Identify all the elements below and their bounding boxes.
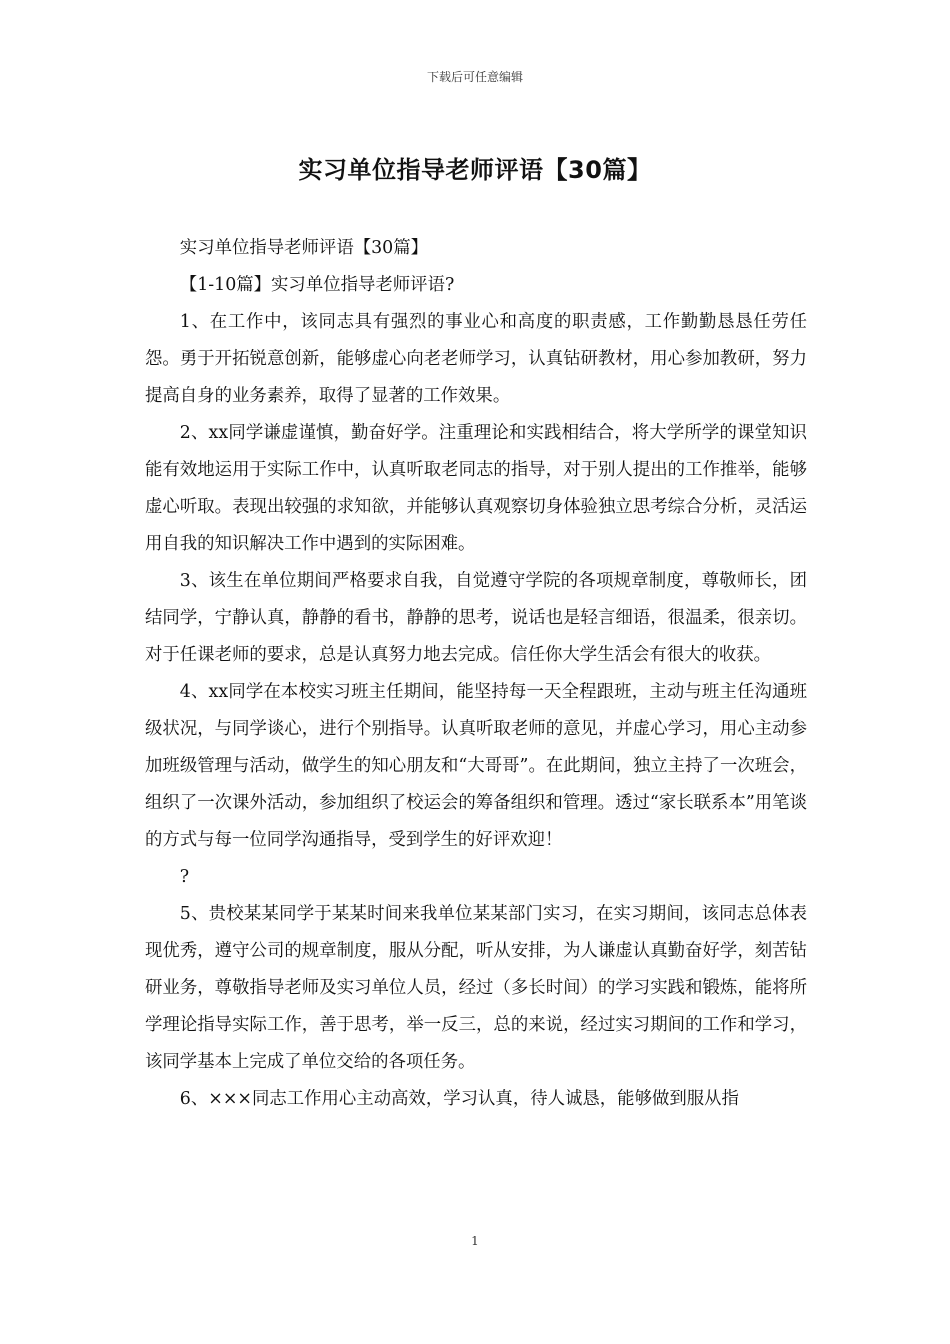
paragraph: 6、×××同志工作用心主动高效，学习认真，待人诚恳，能够做到服从指 — [179, 1089, 739, 1109]
paragraph: 5、贵校某某同学于某某时间来我单位某某部门实习，在实习期间，该同志总体表现优秀，遵守公司的规章制度，服从分配，听从安排，为人谦虚认真勤奋好学，刻苦钻研业务，尊敬指导老师及实习单位人员，经过（多长时间）的学习实践和锻炼，能将所学理论指导实际工作，善于思考，举一反三，总的来说，经过实习期间的工作和学习，该同学基本上完成了单位交给的各项任务。 — [145, 904, 807, 1072]
header-note: 下载后可任意编辑 — [426, 70, 523, 84]
paragraph: ? — [179, 867, 190, 887]
paragraph: 1、在工作中，该同志具有强烈的事业心和高度的职责感，工作勤勤恳恳任劳任怨。勇于开拓锐意创新，能够虚心向老老师学习，认真钻研教材，用心参加教研，努力提高自身的业务素养，取得了显著的工作效果。 — [145, 312, 807, 406]
paragraph: 【1-10篇】实习单位指导老师评语? — [179, 275, 455, 295]
document-title: 实习单位指导老师评语【30篇】 — [298, 156, 652, 184]
page-number: 1 — [471, 1234, 479, 1248]
paragraph: 3、该生在单位期间严格要求自我，自觉遵守学院的各项规章制度，尊敬师长，团结同学，宁静认真，静静的看书，静静的思考，说话也是轻言细语，很温柔，很亲切。对于任课老师的要求，总是认真努力地去完成。信任你大学生活会有很大的收获。 — [145, 571, 807, 665]
paragraph: 实习单位指导老师评语【30篇】 — [179, 238, 429, 258]
paragraph: 4、xx同学在本校实习班主任期间，能坚持每一天全程跟班，主动与班主任沟通班级状况，与同学谈心，进行个别指导。认真听取老师的意见，并虚心学习，用心主动参加班级管理与活动，做学生的知心朋友和“大哥哥”。在此期间，独立主持了一次班会，组织了一次课外活动，参加组织了校运会的筹备组织和管理。透过“家长联系本”用笔谈的方式与每一位同学沟通指导，受到学生的好评欢迎！ — [145, 682, 807, 850]
paragraph: 2、xx同学谦虚谨慎，勤奋好学。注重理论和实践相结合，将大学所学的课堂知识能有效地运用于实际工作中，认真听取老同志的指导，对于别人提出的工作推举，能够虚心听取。表现出较强的求知欲，并能够认真观察切身体验独立思考综合分析，灵活运用自我的知识解决工作中遇到的实际困难。 — [145, 423, 807, 554]
document-body — [145, 230, 807, 1118]
